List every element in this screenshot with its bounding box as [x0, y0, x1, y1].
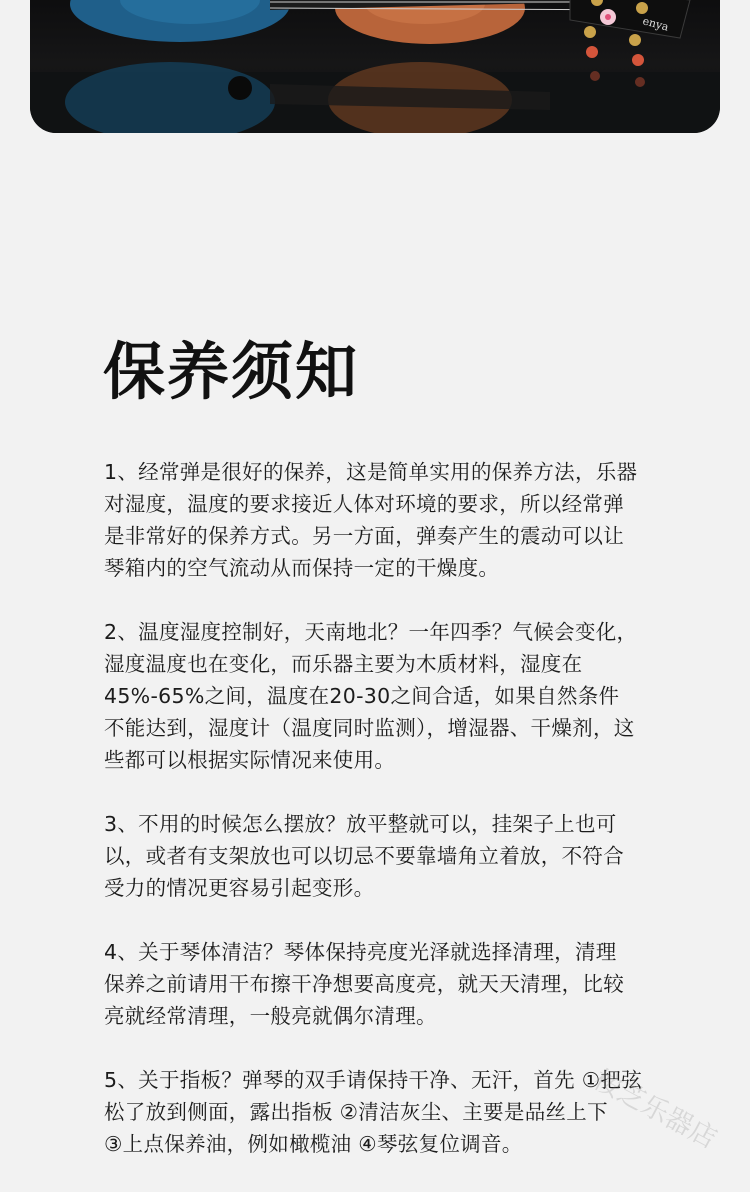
- ukulele-photo-icon: [30, 0, 720, 133]
- headstock-logo-text: enya: [641, 14, 671, 34]
- shop-watermark: 桉芝乐器店: [588, 1064, 722, 1155]
- care-note-4: 4、关于琴体清洁？琴体保持亮度光泽就选择清理，清理 保养之前请用干布擦干净想要高度亮，就天天清理，比较 亮就经常清理，一般亮就偶尔清理。: [104, 940, 624, 1028]
- care-note-2: 2、温度湿度控制好，天南地北？一年四季？气候会变化， 湿度温度也在变化，而乐器主要为木质材料，湿度在 45%-65%之间，温度在20-30之间合适，如果自然条件 不能达到，湿度计（温度同时监测），增湿器、干燥剂，这 些都可以根据实际情况来使用。: [104, 620, 638, 772]
- care-note-5: 5、关于指板？弹琴的双手请保持干净、无汗，首先 ①把弦 松了放到侧面，露出指板 ②清洁灰尘、主要是品丝上下 ③上点保养油，例如橄榄油 ④琴弦复位调音。: [104, 1068, 643, 1156]
- care-notes-list: [104, 456, 664, 1192]
- ukulele-banner: [30, 0, 720, 133]
- care-note-3: 3、不用的时候怎么摆放？放平整就可以，挂架子上也可 以，或者有支架放也可以切忌不要靠墙角立着放，不符合 受力的情况更容易引起变形。: [104, 812, 624, 900]
- care-note-1: 1、经常弹是很好的保养，这是简单实用的保养方法，乐器 对湿度，温度的要求接近人体对环境的要求，所以经常弹 是非常好的保养方式。另一方面，弹奏产生的震动可以让 琴箱内的空气流动从而保持一定的干燥度。: [104, 460, 638, 580]
- care-title: 保养须知: [103, 335, 360, 408]
